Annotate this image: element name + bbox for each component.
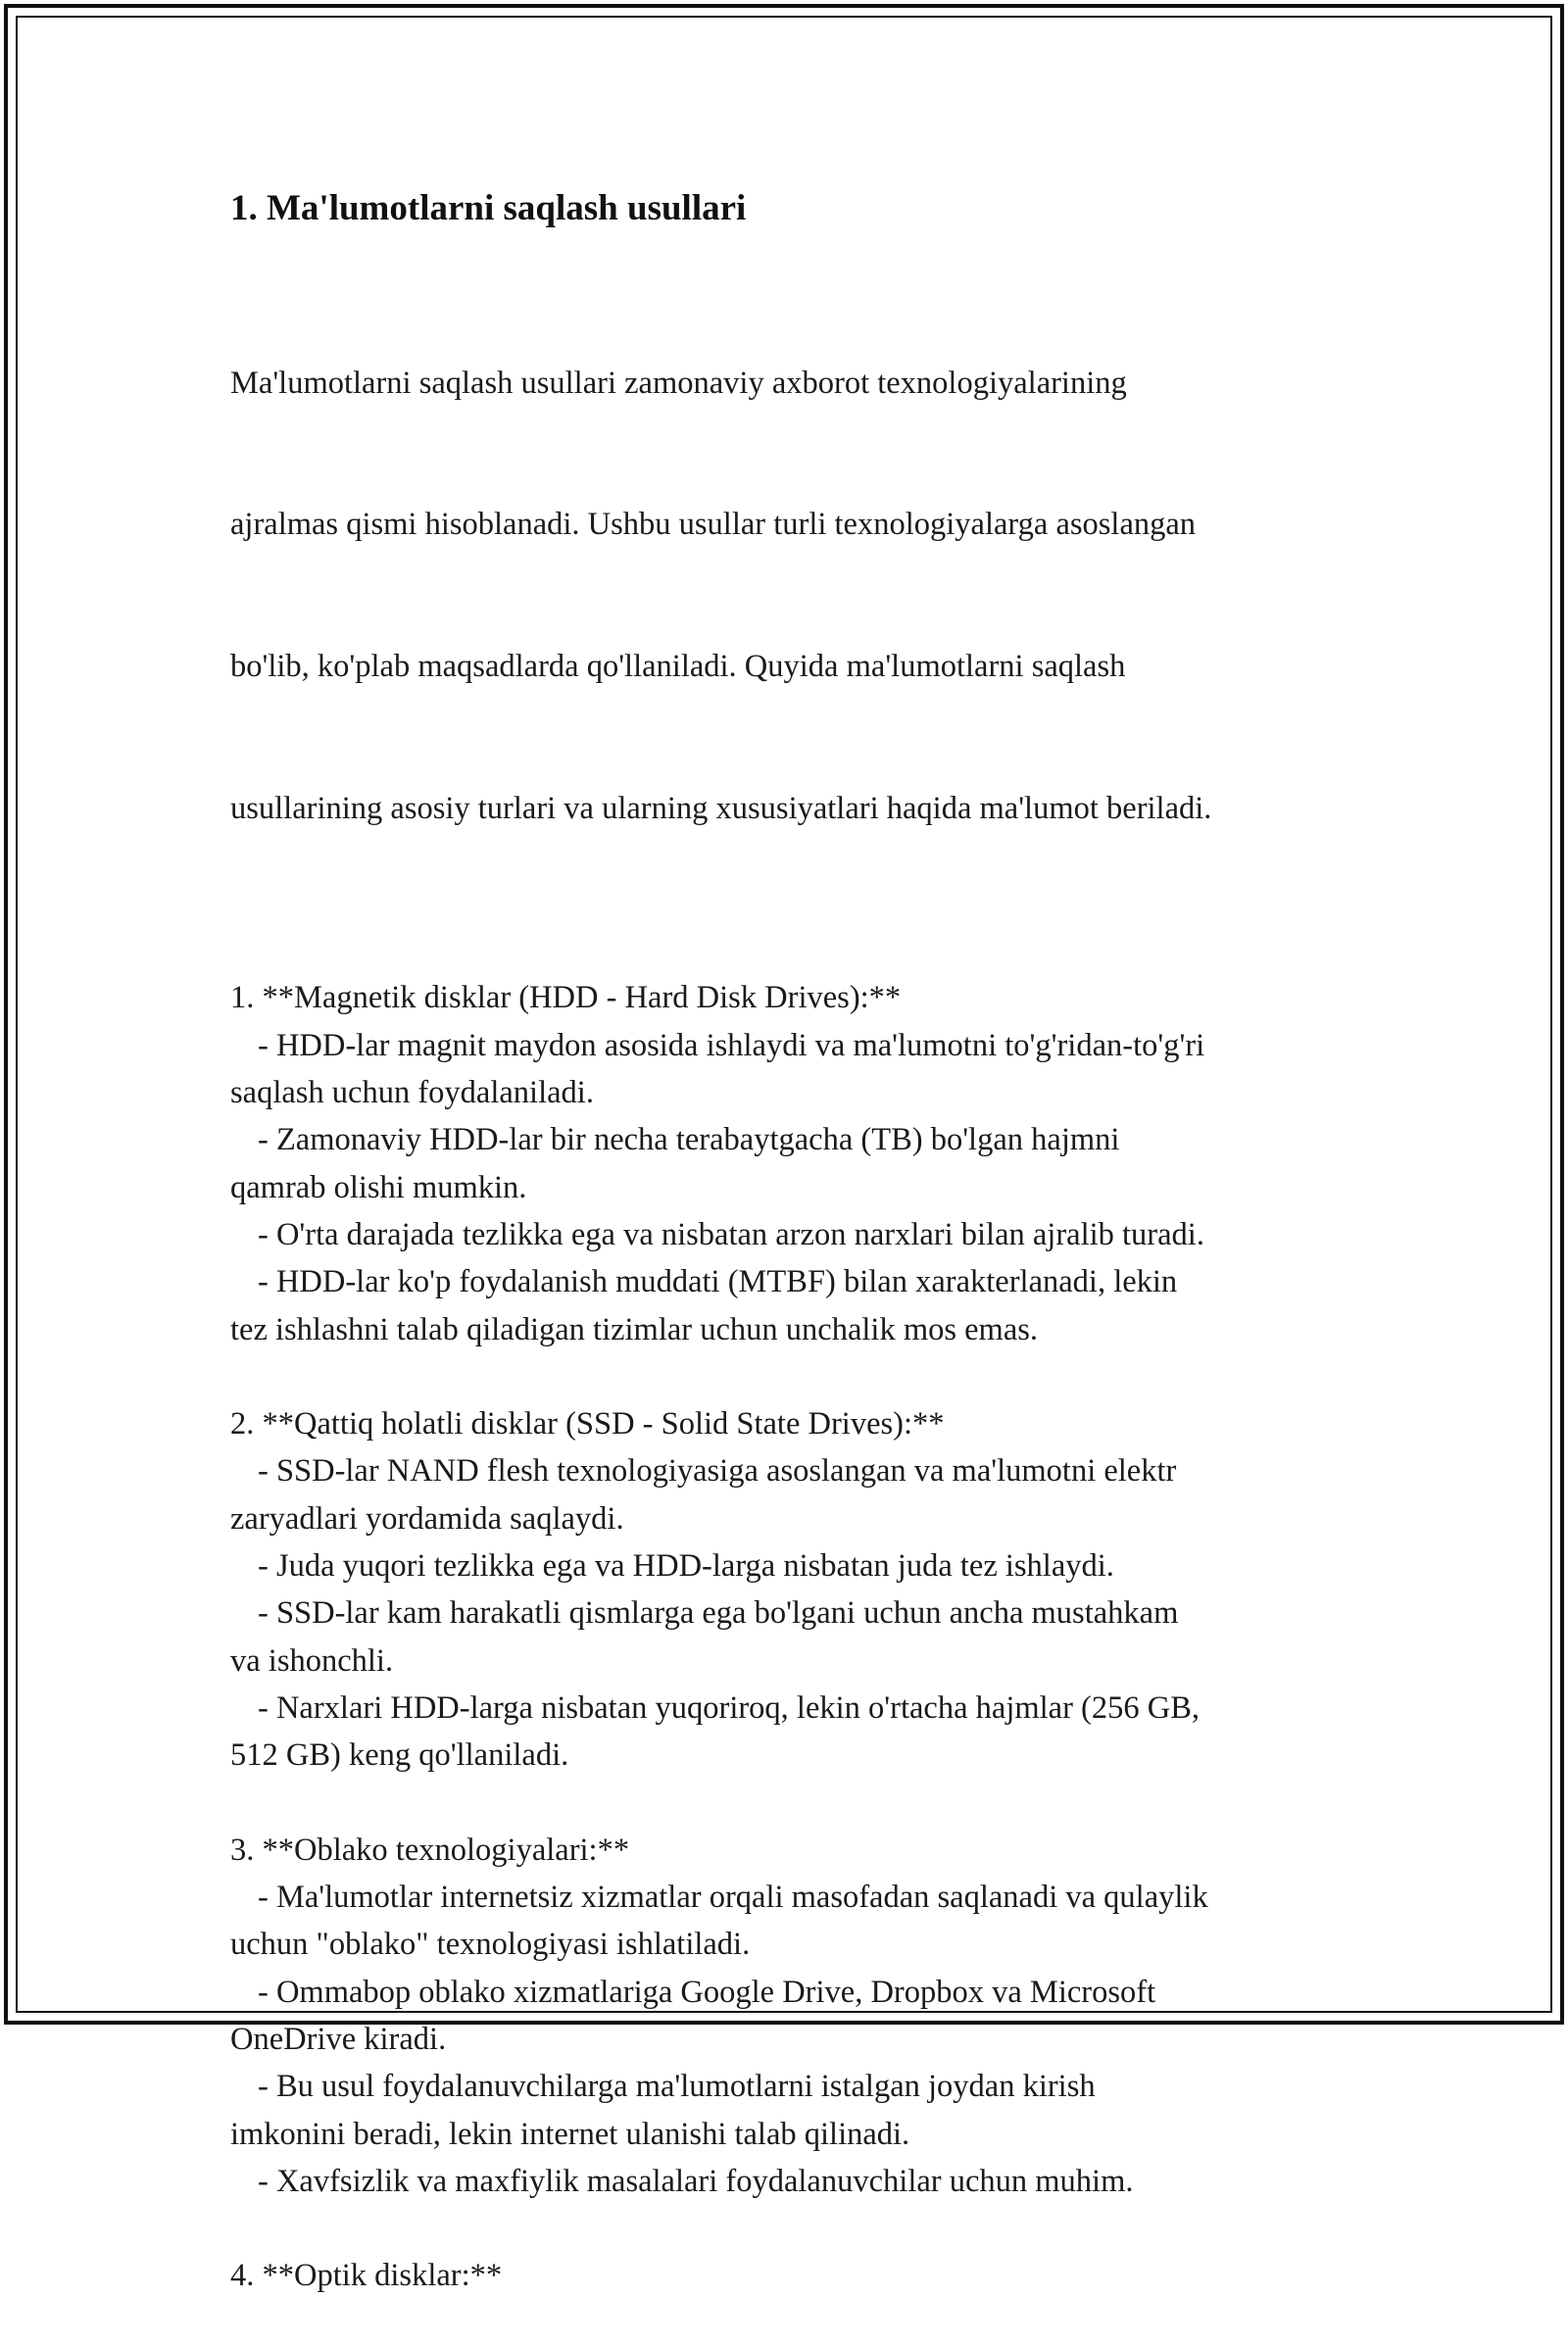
list-item: - SSD-lar NAND flesh texnologiyasiga asoslangan va ma'lumotni elektr	[258, 1453, 1177, 1490]
list-item: - HDD-lar ko'p foydalanish muddati (MTBF) bilan xarakterlanadi, lekin	[258, 1264, 1178, 1300]
list-item-continuation: OneDrive kiradi.	[230, 2021, 447, 2057]
intro-line: bo'lib, ko'plab maqsadlarda qo'llaniladi. Quyida ma'lumotlarni saqlash	[230, 649, 1126, 685]
list-item: - Xavfsizlik va maxfiylik masalalari foydalanuvchilar uchun muhim.	[258, 2163, 1134, 2199]
section-cloud	[230, 1827, 1367, 2205]
list-item-continuation: imkonini beradi, lekin internet ulanishi talab qilinadi.	[230, 2116, 910, 2152]
intro-line: Ma'lumotlarni saqlash usullari zamonaviy axborot texnologiyalarining	[230, 365, 1127, 401]
list-item: - Zamonaviy HDD-lar bir necha terabaytgacha (TB) bo'lgan hajmni	[258, 1122, 1120, 1158]
list-item-continuation: 512 GB) keng qo'llaniladi.	[230, 1737, 569, 1774]
document-body	[230, 184, 1367, 2347]
list-item: - Ma'lumotlar internetsiz xizmatlar orqali masofadan saqlanadi va qulaylik	[258, 1880, 1208, 1916]
intro-line: usullarining asosiy turlari va ularning xususiyatlari haqida ma'lumot beriladi.	[230, 791, 1212, 827]
section-ssd	[230, 1400, 1367, 1779]
section-optical	[230, 2252, 1367, 2299]
list-item-continuation: qamrab olishi mumkin.	[230, 1169, 527, 1205]
document-title: 1. Ma'lumotlarni saqlash usullari	[230, 188, 747, 228]
list-item: - SSD-lar kam harakatli qismlarga ega bo'lgani uchun ancha mustahkam	[258, 1595, 1179, 1632]
section-heading: 4. **Optik disklar:**	[230, 2258, 503, 2294]
list-item: - Narxlari HDD-larga nisbatan yuqoriroq, lekin o'rtacha hajmlar (256 GB,	[258, 1689, 1200, 1726]
section-hdd	[230, 974, 1367, 1352]
list-item-continuation: saqlash uchun foydalaniladi.	[230, 1075, 594, 1111]
section-heading: 3. **Oblako texnologiyalari:**	[230, 1832, 630, 1868]
list-item: - HDD-lar magnit maydon asosida ishlaydi va ma'lumotni to'g'ridan-to'g'ri	[258, 1027, 1205, 1063]
list-item: - Ommabop oblako xizmatlariga Google Drive, Dropbox va Microsoft	[258, 1974, 1156, 2010]
section-heading: 1. **Magnetik disklar (HDD - Hard Disk Drives):**	[230, 980, 902, 1016]
list-item: - Bu usul foydalanuvchilarga ma'lumotlarni istalgan joydan kirish	[258, 2069, 1096, 2105]
list-item: - O'rta darajada tezlikka ega va nisbatan arzon narxlari bilan ajralib turadi.	[258, 1216, 1204, 1252]
section-heading: 2. **Qattiq holatli disklar (SSD - Solid State Drives):**	[230, 1406, 945, 1442]
list-item-continuation: zaryadlari yordamida saqlaydi.	[230, 1500, 624, 1537]
intro-paragraph	[230, 265, 1367, 927]
list-item: - Juda yuqori tezlikka ega va HDD-larga nisbatan juda tez ishlaydi.	[258, 1548, 1114, 1585]
list-item-continuation: tez ishlashni talab qiladigan tizimlar uchun unchalik mos emas.	[230, 1311, 1039, 1347]
list-item-continuation: va ishonchli.	[230, 1642, 394, 1679]
list-item-continuation: uchun "oblako" texnologiyasi ishlatiladi.	[230, 1927, 751, 1963]
intro-line: ajralmas qismi hisoblanadi. Ushbu usullar turli texnologiyalarga asoslangan	[230, 507, 1197, 543]
